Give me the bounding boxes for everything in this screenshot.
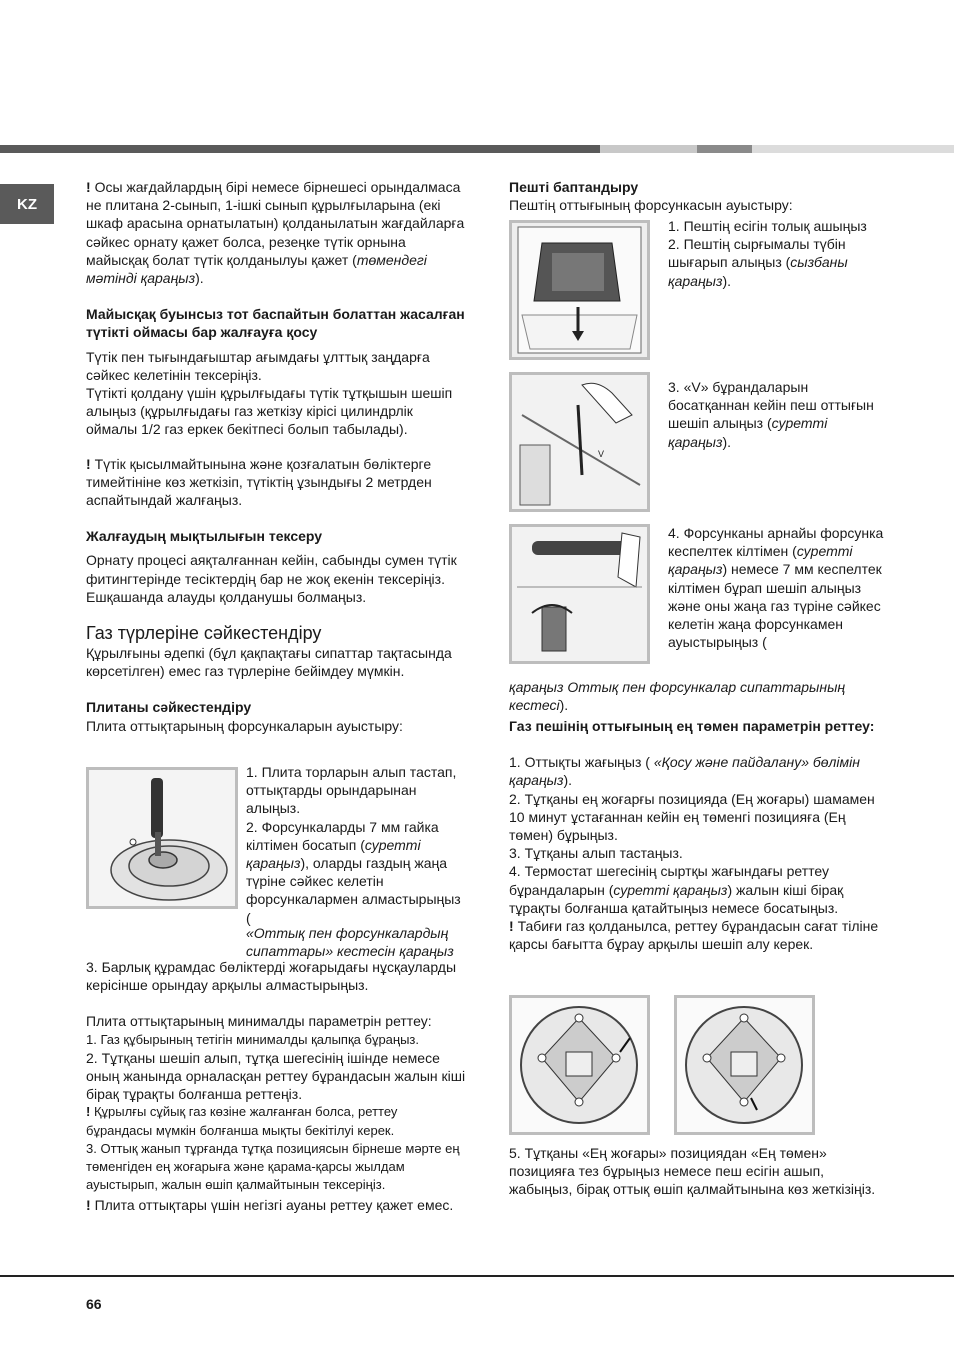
language-tab: KZ — [0, 184, 54, 224]
heading-leak-check: Жалғаудың мықтылығын тексеру — [86, 528, 323, 545]
thermostat-figure-left — [509, 995, 650, 1135]
oven-min-3: 3. Тұтқаны алып тастаңыз. — [509, 845, 683, 862]
hob-step-2-ref: «Оттық пен форсункалардың сипаттары» кестесін қараңыз — [246, 925, 454, 960]
oven-step-2: 2. Пештің сырғымалы түбін шығарып алыңыз (сызбаны қараңыз). — [668, 236, 848, 289]
thermostat-figure-right — [674, 995, 815, 1135]
min-intro: Плита оттықтарының минималды параметрін реттеу: — [86, 1013, 432, 1030]
heading-oven-min: Газ пешінің оттығының ең төмен параметрін реттеу: — [509, 718, 875, 734]
heading-hob: Плитаны сәйкестендіру — [86, 699, 252, 716]
oven-step-4: 4. Форсунканы арнайы форсунка кеспелтек кілтімен (суретті қараңыз) немесе 7 мм кеспелтек кілтімен бұрап шешіп алыңыз және оны жаңа газ түріне сәйкес келетін жаңа форсункамен ауыстырыңыз ( — [668, 525, 884, 651]
hob-burner-figure — [86, 767, 238, 909]
oven-step-4-ref: қараңыз Оттық пен форсункалар сипаттарының кестесі). — [509, 679, 846, 714]
min-step-1: 1. Газ құбырының тетігін минималды қалыпқа бұраңыз. — [86, 1031, 420, 1047]
leak-check-text: Орнату процесі аяқталғаннан кейін, сабынды сумен түтік фитингтерінде тесіктердің бар не жоқ екенін тексеріңіз. Ешқашанда алауды қолданушы болмаңыз. — [86, 552, 457, 605]
page-number: 66 — [86, 1296, 102, 1312]
hob-text-lower-2 — [86, 958, 466, 1215]
oven-min-2: 2. Тұтқаны ең жоғарғы позицияда (Ең жоғары) шамамен 10 минут ұстағаннан кейін ең төменгі позицияға (Ең төмен) бұрыңыз. — [509, 790, 875, 844]
oven-step-1: 1. Пештің есігін толық ашыңыз — [668, 218, 867, 234]
fig-v-label: V — [598, 449, 605, 459]
oven-min-1: 1. Оттықты жағыңыз ( «Қосу және пайдалану» бөлімін қараңыз). — [509, 754, 860, 789]
hob-intro: Плита оттықтарының форсункаларын ауыстыру: — [86, 717, 403, 734]
oven-step-3: 3. «V» бұрандаларын босатқаннан кейін пеш оттығын шешіп алыңыз (суретті қараңыз). — [668, 379, 874, 450]
hob-step-1: 1. Плита торларын алып тастап, оттықтарды орындарынан алыңыз. — [246, 764, 457, 817]
oven-drawer-figure — [509, 220, 650, 360]
heading-gas-types: Газ түрлеріне сәйкестендіру — [86, 623, 322, 644]
oven-screw-figure — [509, 372, 650, 512]
steel-text-1: Түтік пен тығындағыштар ағымдағы ұлттық заңдарға сәйкес келетінін тексеріңіз. — [86, 348, 430, 383]
oven-min-4: 4. Термостат шегесінің сыртқы жағындағы реттеу бұрандаларын (суретті қараңыз) жалын кіші бірақ тұрақты болғанша қатайтыңыз немесе босатыңыз. — [509, 863, 844, 916]
warning-hose-length: ! Түтік қысылмайтынына және қозғалатын бөліктерге тимейтініне көз жеткізіп, түтіктің ұзындығы 2 метрден аспайтындай жалғаңыз. — [86, 455, 432, 509]
right-column-top — [509, 178, 889, 214]
hob-step-3: 3. Барлық құрамдас бөліктерді жоғарыдағы нұсқауларды керісінше орындау арқылы алмастырыңыз. — [86, 959, 457, 994]
oven-min-warning: ! Табиғи газ қолданылса, реттеу бұрандасын сағат тіліне қарсы бағытта бұрау арқылы шешіп алу керек. — [509, 918, 879, 953]
min-step-3: 3. Оттық жанып тұрғанда тұтқа позициясын бірнеше мәрте ең төменгіден ең жоғарыға және қарама-қарсы жылдам ауыстырып, жалын өшіп қалмайтынын тексеріңіз. — [86, 1140, 460, 1193]
heading-steel-hose: Майысқақ буынсыз тот баспайтын болаттан жасалған түтікті оймасы бар жалғауға қосу — [86, 306, 465, 341]
heading-oven: Пешті баптандыру — [509, 179, 639, 195]
oven-steps-1-2 — [668, 217, 888, 290]
hob-text-lower — [86, 924, 466, 960]
oven-min-5: 5. Тұтқаны «Ең жоғары» позициядан «Ең төмен» позицияға тез бұрыңыз немесе пеш есігін ашып, жабыңыз, бірақ оттық өшіп қалмайтынына көз жеткізіңіз. — [509, 1145, 876, 1198]
final-note: ! Плита оттықтары үшін негізгі ауаны реттеу қажет емес. — [86, 1197, 454, 1214]
oven-min-section — [509, 717, 889, 953]
oven-intro: Пештің оттығының форсункасын ауыстыру: — [509, 197, 793, 214]
oven-injector-figure — [509, 524, 650, 664]
min-step-2: 2. Тұтқаны шешіп алып, тұтқа шегесінің ішінде немесе оның жанында орналасқан реттеу бұрандасын жалын кіші бірақ тұрақты болғанша реттеңіз. — [86, 1049, 466, 1103]
note-flexible-hose: ! Осы жағдайлардың бірі немесе бірнешесі орындалмаса не плитана 2-сынып, 1-ішкі сынып құрылғыларына (екі шкаф арасына орнатылатын) қолданылатын жағдайларға сәйкес орнату қажет болса, резеңке түтік орнына майысқақ болат түтік қолданылуы қажет (төмендегі мәтінді қараңыз). — [86, 179, 465, 287]
header-bar — [0, 145, 954, 153]
hob-step-2: 2. Форсункаларды 7 мм гайка кілтімен босатып (суретті қараңыз), оларды газдың жаңа түріне сәйкес келетін форсункалармен алмастырыңыз ( — [246, 818, 461, 926]
gas-types-text: Құрылғыны әдепкі (бұл қақпақтағы сипаттар тақтасында көрсетілген) емес газ түрлеріне бейімдеу мүмкін. — [86, 645, 452, 680]
left-column — [86, 178, 466, 735]
footer-rule — [0, 1275, 954, 1277]
steel-text-2: Түтікті қолдану үшін құрылғыдағы түтік тұтқышын шешіп алыңыз (құрылғыдағы газ жеткізу кірісі цилиндрлік оймалы 1/2 газ еркек бекітпесі болып табылады). — [86, 385, 453, 438]
min-warning: ! Құрылғы сұйық газ көзіне жалғанған болса, реттеу бұрандасы мүмкін болғанша мықты бекітілуі керек. — [86, 1104, 398, 1138]
hob-steps — [246, 763, 468, 927]
